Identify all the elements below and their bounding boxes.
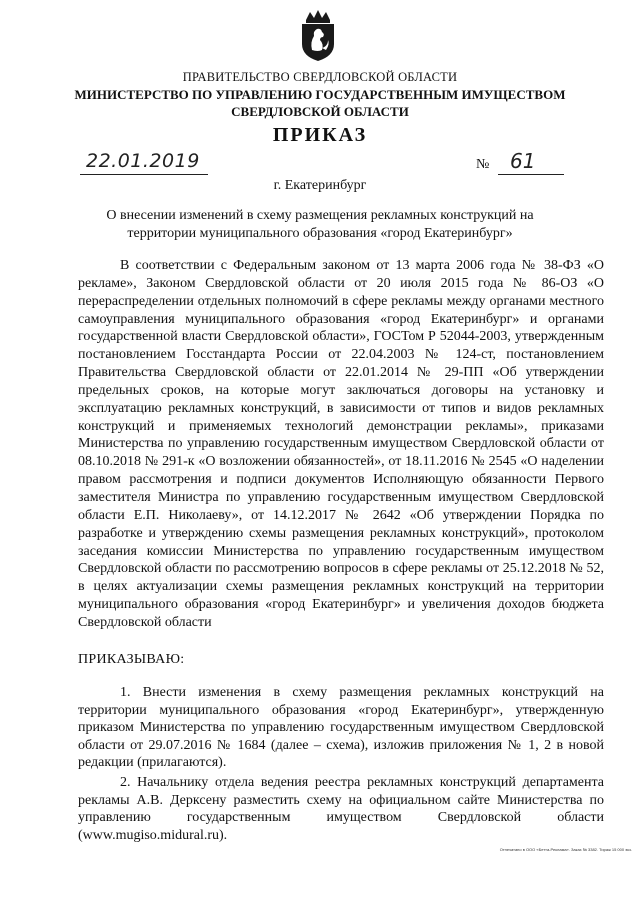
- government-name: ПРАВИТЕЛЬСТВО СВЕРДЛОВСКОЙ ОБЛАСТИ: [182, 70, 458, 84]
- order-number-field: [476, 150, 566, 178]
- number-sign: №: [476, 157, 490, 172]
- coat-of-arms-icon: [298, 10, 338, 62]
- order-item-1: 1. Внести изменения в схему размещения рекламных конструкций на территории муниципального образования «город Екатеринбург», утвержденную приказом Министерства по управлению государственным имуществом Свердловской области от 29.07.2016 № 1684 (далее – схема), изложив приложения № 1, 2 в новой редакции (прилагаются).: [78, 685, 604, 771]
- order-item-2: 2. Начальнику отдела ведения реестра рекламных конструкций департамента рекламы А.В. Дерксену разместить схему на официальном сайте Министерства по управлению государственным имуществом Свердловской области (www.mugiso.midural.ru).: [78, 774, 604, 843]
- printer-footer: Отпечатано в ООО «Бетта-Реклама». Заказ № 3382. Тираж 15 000 экз.: [499, 847, 632, 852]
- order-date: 22.01.2019: [86, 150, 200, 172]
- preamble-paragraph: В соответствии с Федеральным законом от 13 марта 2006 года № 38-ФЗ «О рекламе», Законом Свердловской области от 20 июля 2015 года № 86-ОЗ «О перераспределении отдельных полномочий в сфере рекламы между органами местного самоуправления муниципального образования «город Екатеринбург» и органами государственной власти Свердловской области», ГОСТом Р 52044-2003, утвержденным постановлением Госстандарта России от 22.04.2003 № 124-ст, постановлением Правительства Свердловской области от 22.01.2014 № 29-ПП «Об утверждении предельных сроков, на которые могут заключаться договоры на установку и эксплуатацию рекламных конструкций, в зависимости от типов и видов рекламных конструкций и применяемых технологий демонстрации рекламы», приказами Министерства по управлению государственным имуществом Свердловской области от 08.10.2018 № 291-к «О возложении обязанностей», от 18.11.2016 № 2545 «О наделении правом рассмотрения и подписи документов Исполняющую обязанности Первого заместителя Министра по управлению государственным имуществом Свердловской области Е.П. Николаеву», от 14.12.2017 № 2642 «Об утверждении Порядка по разработке и утверждению схемы размещения рекламных конструкций», протоколом заседания комиссии Министерства по управлению государственным имуществом Свердловской области по рассмотрению вопросов в сфере рекламы от 25.12.2018 № 52, в целях актуализации схемы размещения рекламных конструкций на территории муниципального образования «город Екатеринбург» и увеличения доходов бюджета Свердловской области: [78, 258, 604, 630]
- date-underline: [80, 174, 208, 175]
- order-items: [78, 684, 604, 844]
- document-type-title: ПРИКАЗ: [272, 124, 368, 146]
- preamble-block: [78, 257, 604, 632]
- order-date-field: [80, 150, 210, 178]
- ministry-name: МИНИСТЕРСТВО ПО УПРАВЛЕНИЮ ГОСУДАРСТВЕННЫМ ИМУЩЕСТВОМ СВЕРДЛОВСКОЙ ОБЛАСТИ: [74, 87, 566, 119]
- number-underline: [498, 174, 564, 175]
- ordering-word: ПРИКАЗЫВАЮ:: [78, 652, 185, 667]
- order-number: 61: [510, 149, 536, 173]
- order-city: г. Екатеринбург: [273, 178, 367, 193]
- order-subject: О внесении изменений в схему размещения рекламных конструкций на территории муниципального образования «город Екатеринбург»: [106, 208, 534, 241]
